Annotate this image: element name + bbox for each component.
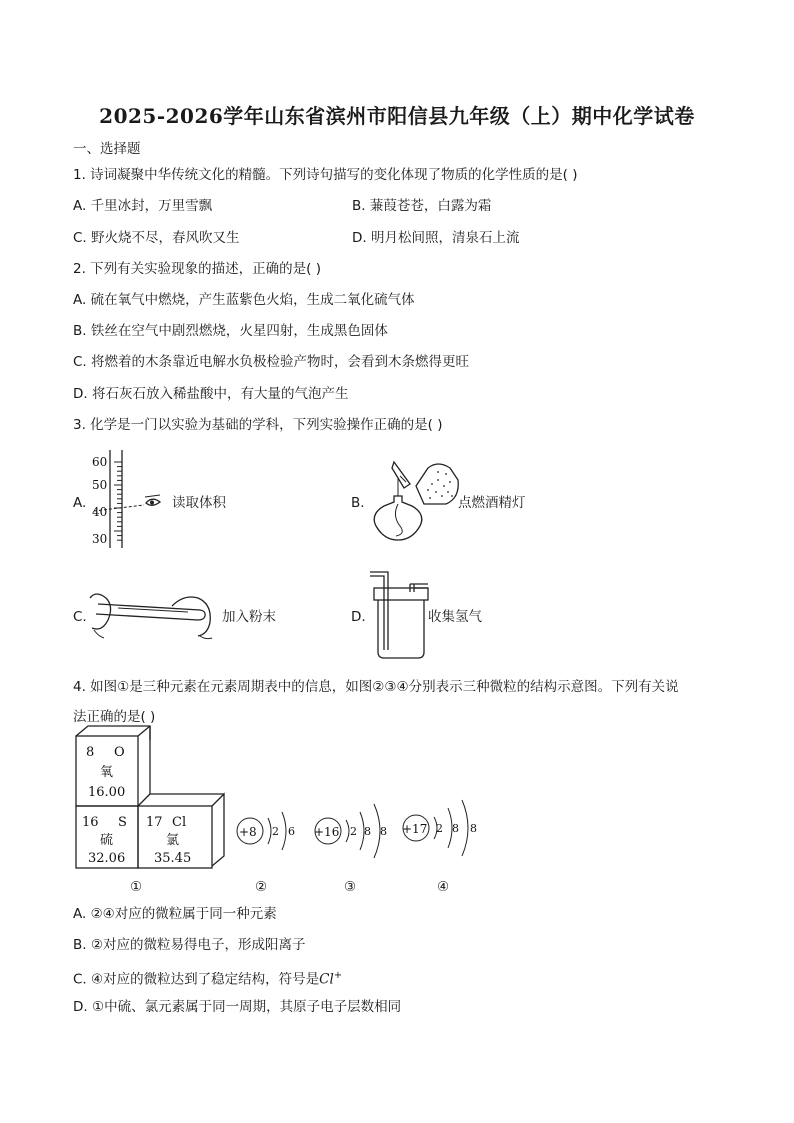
q3-option-d-label: 收集氢气 [428, 609, 482, 625]
q4-stem-line1: 4. 如图①是三种元素在元素周期表中的信息，如图②③④分别表示三种微粒的结构示意图。下列有关说 [73, 679, 679, 695]
particle-oxygen-nucleus: +8 [239, 825, 257, 839]
element-o-symbol: O [114, 745, 125, 760]
q1-option-a: A. 千里冰封，万里雪飘 [73, 198, 213, 214]
particle-oxygen-shell-2: 6 [288, 825, 295, 838]
figure-label-4: ④ [437, 879, 450, 895]
section-heading: 一、选择题 [73, 141, 141, 157]
page-title: 2025-2026学年山东省滨州市阳信县九年级（上）期中化学试卷 [99, 104, 695, 128]
atomic-structure-figure [234, 786, 504, 876]
eye-icon [145, 495, 160, 505]
element-cl-mass: 35.45 [154, 851, 192, 866]
particle-chlorine-shell-3: 8 [470, 822, 477, 835]
cylinder-tick-30: 30 [92, 532, 108, 546]
element-s-number: 16 [82, 815, 99, 830]
cylinder-tick-50: 50 [92, 478, 108, 492]
q1-stem: 1. 诗词凝聚中华传统文化的精髓。下列诗句描写的变化体现了物质的化学性质的是( ) [73, 167, 578, 183]
q4-option-d: D. ①中硫、氯元素属于同一周期，其原子电子层数相同 [73, 999, 402, 1015]
element-o-name: 氧 [100, 765, 114, 780]
q4-option-c-formula: Cl [319, 971, 334, 988]
particle-chlorine-shell-1: 2 [436, 822, 443, 835]
q3-option-b-label: 点燃酒精灯 [458, 495, 526, 511]
cylinder-tick-60: 60 [92, 455, 108, 469]
q4-option-b: B. ②对应的微粒易得电子，形成阳离子 [73, 937, 306, 953]
particle-oxygen [237, 812, 295, 850]
element-cl-name: 氯 [166, 833, 180, 848]
element-o-number: 8 [86, 745, 95, 760]
q1-option-c: C. 野火烧不尽，春风吹又生 [73, 230, 240, 246]
q3-stem: 3. 化学是一门以实验为基础的学科，下列实验操作正确的是( ) [73, 417, 443, 433]
particle-sulfur-shell-1: 2 [350, 825, 357, 838]
particle-chlorine [402, 800, 477, 856]
particle-chlorine-shell-2: 8 [452, 822, 459, 835]
element-s-name: 硫 [100, 833, 114, 848]
element-s-symbol: S [118, 815, 127, 830]
powder-test-tube-figure [88, 584, 218, 640]
q4-stem-line2: 法正确的是( ) [73, 709, 156, 725]
particle-oxygen-shell-1: 2 [272, 825, 279, 838]
element-o-mass: 16.00 [88, 785, 126, 800]
periodic-table-figure [72, 732, 222, 874]
alcohol-lamp-figure [366, 456, 462, 546]
q1-option-d: D. 明月松间照，清泉石上流 [352, 230, 520, 246]
q2-option-c: C. 将燃着的木条靠近电解水负极检验产物时，会看到木条燃得更旺 [73, 354, 470, 370]
q2-stem: 2. 下列有关实验现象的描述，正确的是( ) [73, 261, 321, 277]
q2-option-a: A. 硫在氧气中燃烧，产生蓝紫色火焰，生成二氧化硫气体 [73, 292, 415, 308]
element-cl-symbol: Cl [172, 815, 187, 830]
q3-option-c-label: 加入粉末 [222, 609, 276, 625]
element-s-mass: 32.06 [88, 851, 126, 866]
q3-option-a-letter: A. [73, 495, 87, 511]
q4-option-a: A. ②④对应的微粒属于同一种元素 [73, 906, 277, 922]
q2-option-d: D. 将石灰石放入稀盐酸中，有大量的气泡产生 [73, 386, 349, 402]
figure-label-3: ③ [344, 879, 357, 895]
q3-option-c-letter: C. [73, 609, 87, 625]
q3-option-a-label: 读取体积 [172, 495, 226, 511]
cylinder-tick-40: 40 [92, 505, 108, 519]
q3-option-b-letter: B. [351, 495, 365, 511]
figure-label-2: ② [255, 879, 268, 895]
particle-sulfur-nucleus: +16 [314, 825, 340, 839]
particle-sulfur-shell-2: 8 [364, 825, 371, 838]
element-cl-number: 17 [146, 815, 163, 830]
q4-option-c-charge: + [333, 970, 343, 981]
gas-collection-bottle-figure [366, 566, 432, 662]
q1-option-b: B. 蒹葭苍苍，白露为霜 [352, 198, 492, 214]
particle-sulfur [314, 804, 387, 858]
figure-label-1: ① [130, 879, 143, 895]
q3-option-d-letter: D. [351, 609, 366, 625]
particle-sulfur-shell-3: 8 [380, 825, 387, 838]
q4-option-c [73, 967, 342, 989]
particle-chlorine-nucleus: +17 [402, 822, 428, 836]
q2-option-b: B. 铁丝在空气中剧烈燃烧，火星四射，生成黑色固体 [73, 323, 388, 339]
q4-option-c-text: C. ④对应的微粒达到了稳定结构，符号是 [73, 971, 320, 988]
